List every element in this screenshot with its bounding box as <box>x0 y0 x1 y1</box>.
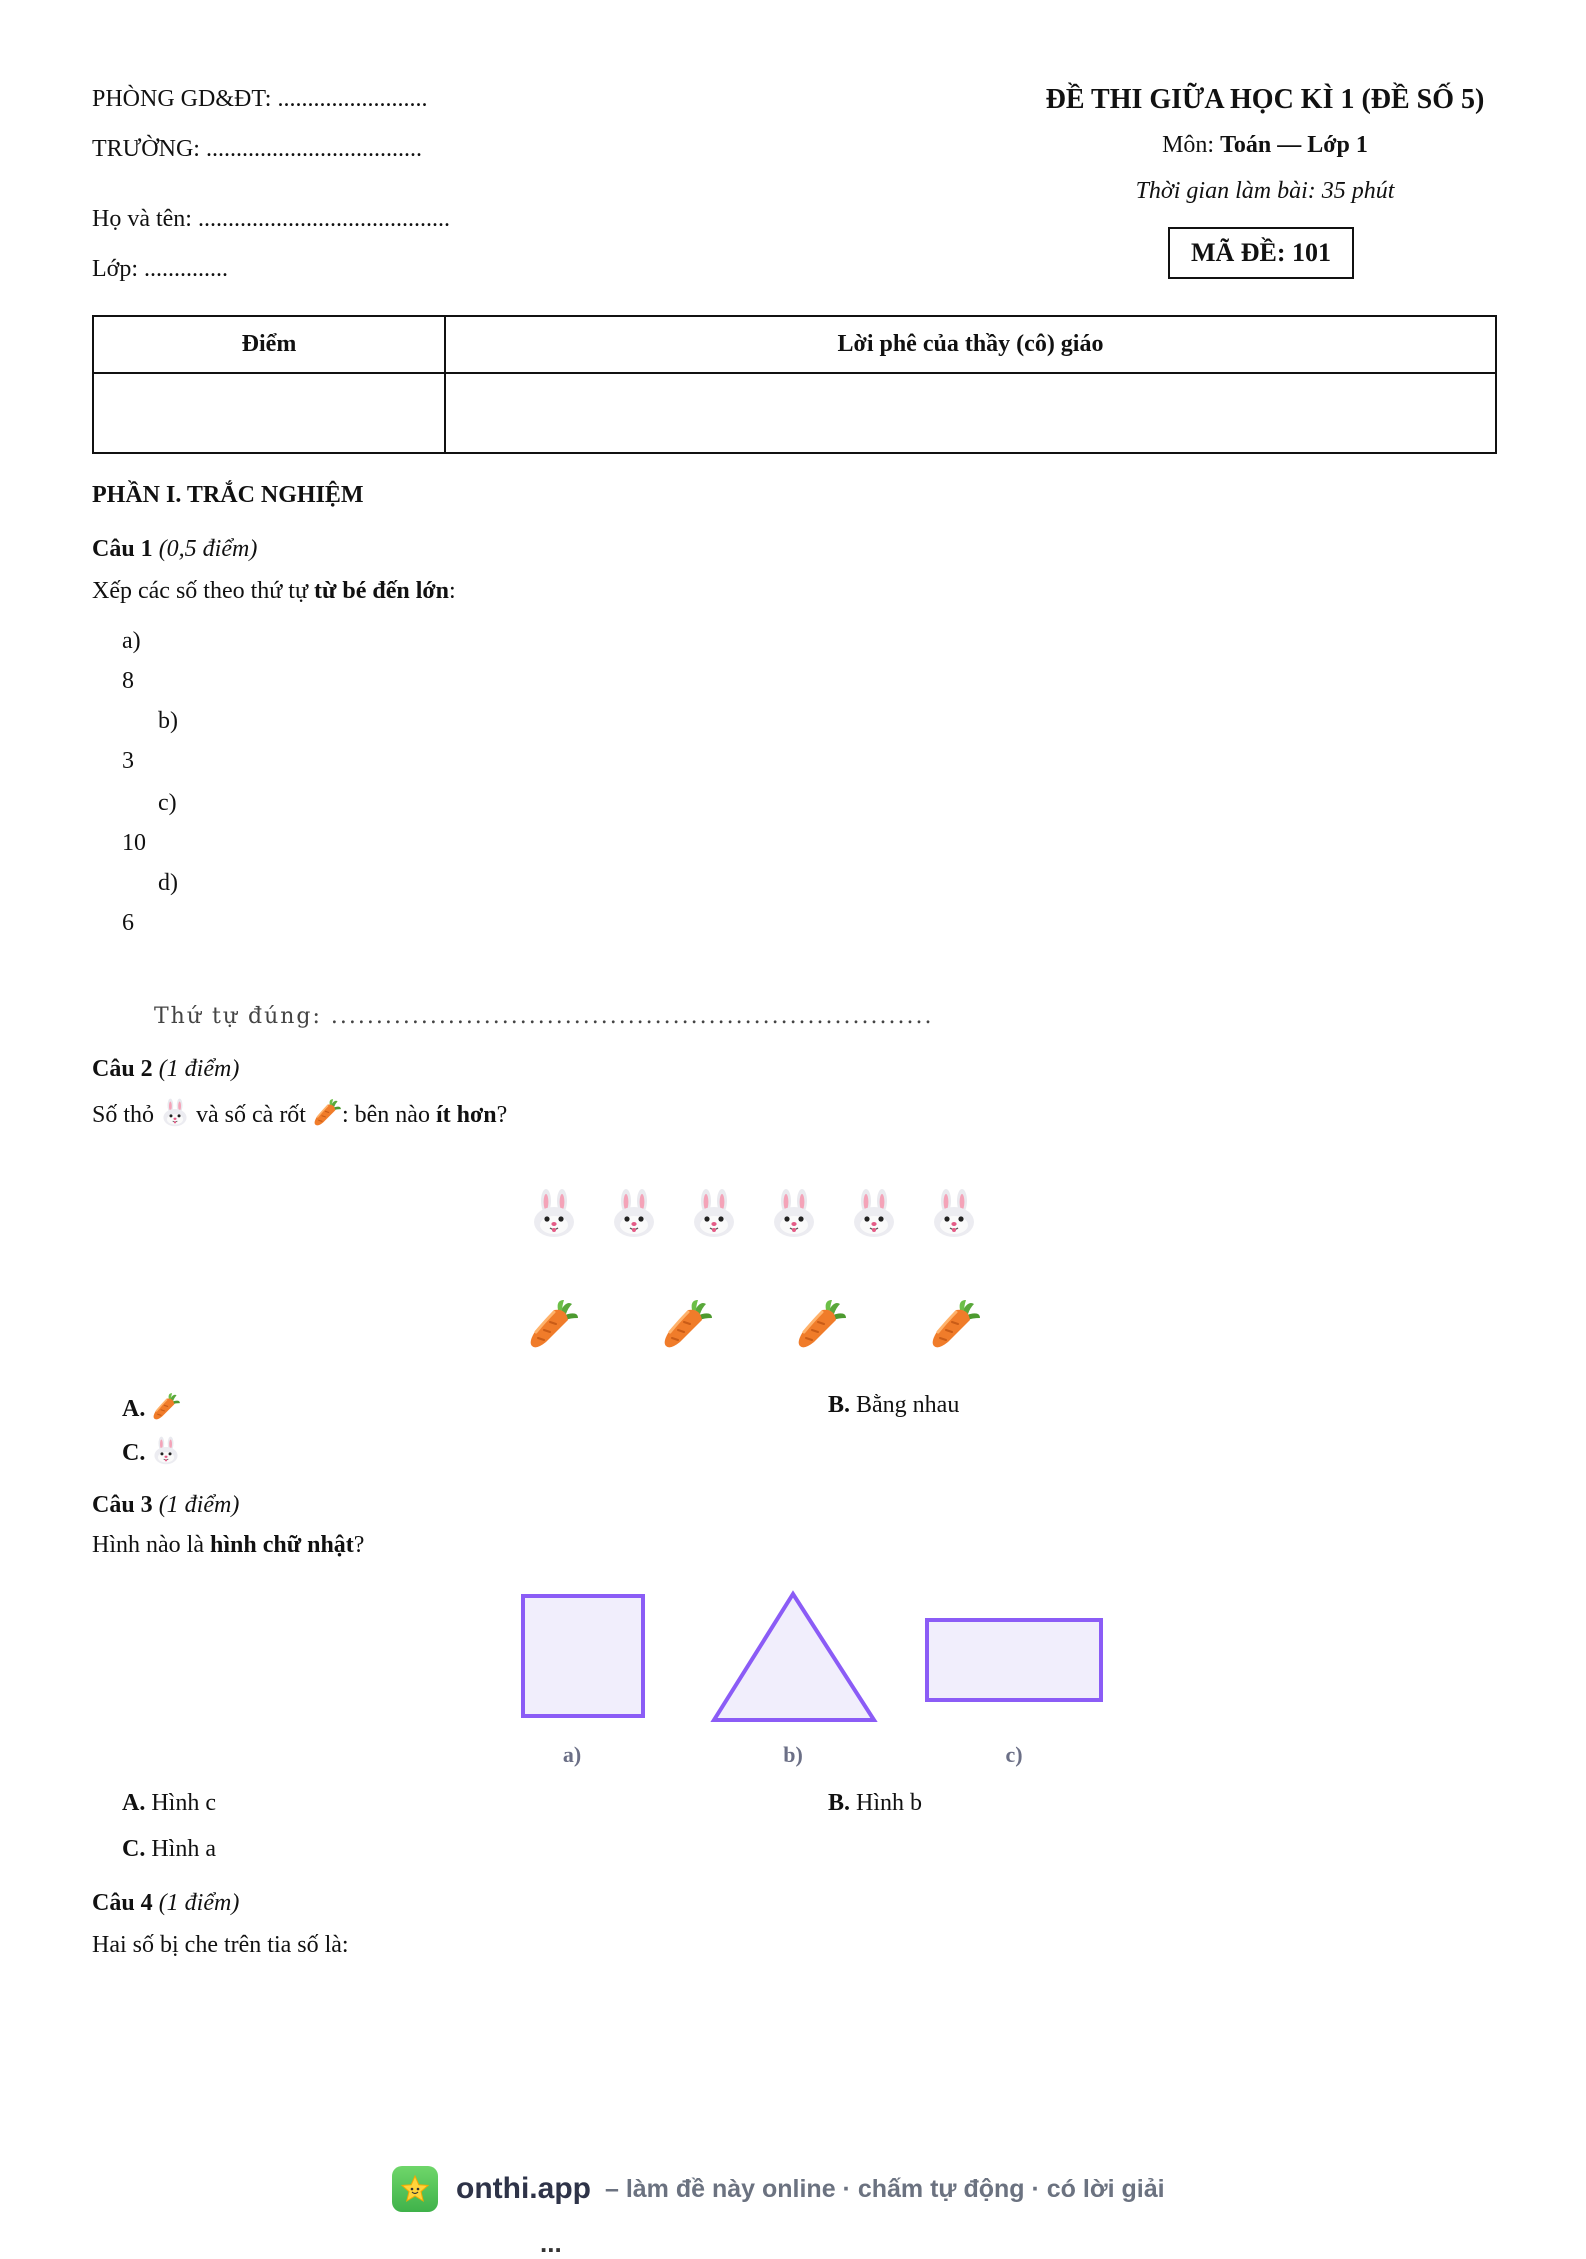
carrot-icon <box>794 1298 848 1352</box>
q3-prompt-emphasis: hình chữ nhật <box>209 1532 354 1558</box>
rabbit-icon <box>768 1188 820 1240</box>
q4-prompt: Hai số bị che trên tia số là: <box>92 1932 349 1958</box>
q2-option-b[interactable] <box>828 1392 959 1419</box>
q3-option-a[interactable] <box>122 1790 216 1817</box>
q2-prompt-text: Số thỏ <box>92 1102 155 1128</box>
carrot-icon <box>151 1392 181 1422</box>
q3-prompt <box>92 1532 364 1559</box>
subject-value: Toán — Lớp 1 <box>1220 132 1368 158</box>
option-letter: C. <box>122 1440 146 1466</box>
section-title: PHẦN I. TRẮC NGHIỆM <box>92 482 364 508</box>
q2-prompt <box>92 1098 507 1129</box>
q1-item-letter: a) <box>122 628 141 654</box>
dept-label: PHÒNG GD&ĐT: ......................... <box>92 86 428 112</box>
option-text: Hình b <box>856 1790 923 1816</box>
q1-prompt-end: : <box>449 578 456 604</box>
q1-item-letter: c) <box>158 790 177 816</box>
q1-prompt <box>92 578 456 605</box>
q2-prompt-after: : bên nào <box>341 1102 436 1128</box>
carrot-icon <box>660 1298 714 1352</box>
q1-answer-line[interactable]: Thứ tự đúng: ................................................................... <box>154 1004 934 1029</box>
rabbit-icon <box>160 1098 190 1128</box>
score-cell[interactable] <box>93 373 445 453</box>
school-label: TRƯỜNG: .................................... <box>92 136 422 162</box>
rabbit-icon <box>151 1436 181 1466</box>
q1-points: (0,5 điểm) <box>158 536 258 562</box>
option-letter: B. <box>828 1790 851 1816</box>
carrot-icon <box>928 1298 982 1352</box>
option-letter: C. <box>122 1836 146 1862</box>
carrot-icon <box>526 1298 580 1352</box>
subject-prefix: Môn: <box>1162 132 1221 158</box>
q1-heading <box>92 536 257 563</box>
score-table <box>92 315 1497 454</box>
q2-option-c[interactable] <box>122 1436 181 1467</box>
comment-cell[interactable] <box>445 373 1496 453</box>
q3-heading <box>92 1492 239 1519</box>
q4-heading <box>92 1890 239 1917</box>
shape-label-c: c) <box>1005 1742 1023 1767</box>
option-text: Hình c <box>151 1790 216 1816</box>
q3-label: Câu 3 <box>92 1492 153 1518</box>
q1-item-value: 10 <box>122 830 146 856</box>
option-text: Hình a <box>151 1836 216 1862</box>
subject-line <box>1010 132 1520 159</box>
q2-points: (1 điểm) <box>158 1056 240 1082</box>
q4-label: Câu 4 <box>92 1890 153 1916</box>
q2-prompt-emphasis: ít hơn <box>435 1102 497 1128</box>
q3-shapes <box>500 1580 1120 1730</box>
q3-prompt-end: ? <box>353 1532 365 1558</box>
option-letter: A. <box>122 1790 146 1816</box>
footer-partial-line: ... <box>540 2228 562 2258</box>
shape-label-a: a) <box>562 1742 582 1767</box>
q2-prompt-mid: và số cà rốt <box>196 1102 306 1128</box>
onthi-logo <box>392 2166 438 2212</box>
time-limit: Thời gian làm bài: 35 phút <box>1135 178 1395 204</box>
rabbit-icon <box>688 1188 740 1240</box>
q1-item-value: 8 <box>122 668 134 694</box>
rabbit-icon <box>848 1188 900 1240</box>
rabbit-icon <box>528 1188 580 1240</box>
q1-item-value: 6 <box>122 910 134 936</box>
exam-title: ĐỀ THI GIỮA HỌC KÌ 1 (ĐỀ SỐ 5) <box>1045 84 1485 115</box>
q3-prompt-text: Hình nào là <box>92 1532 210 1558</box>
score-header: Điểm <box>93 316 445 373</box>
q1-prompt-emphasis: từ bé đến lớn <box>313 578 449 604</box>
q1-prompt-text: Xếp các số theo thứ tự <box>92 578 314 604</box>
class-label: Lớp: .............. <box>92 256 229 282</box>
q1-item-letter: b) <box>158 708 178 734</box>
brand-name[interactable]: onthi.app <box>456 2172 591 2205</box>
star-icon <box>400 2174 430 2204</box>
q3-option-c[interactable] <box>122 1836 216 1863</box>
q2-heading <box>92 1056 239 1083</box>
q2-label: Câu 2 <box>92 1056 153 1082</box>
option-text: Bằng nhau <box>856 1392 960 1418</box>
q1-item-letter: d) <box>158 870 178 896</box>
option-letter: A. <box>122 1396 146 1422</box>
comment-header: Lời phê của thầy (cô) giáo <box>445 316 1496 373</box>
rectangle-shape <box>927 1620 1101 1700</box>
shape-label-b: b) <box>783 1742 803 1767</box>
q1-item-value: 3 <box>122 748 134 774</box>
student-name-label: Họ và tên: .......................................... <box>92 206 450 232</box>
q4-points: (1 điểm) <box>158 1890 240 1916</box>
q2-prompt-end: ? <box>496 1102 508 1128</box>
carrot-icon <box>312 1098 342 1128</box>
q1-label: Câu 1 <box>92 536 153 562</box>
q3-option-b[interactable] <box>828 1790 922 1817</box>
rabbit-icon <box>608 1188 660 1240</box>
q2-option-a[interactable] <box>122 1392 181 1423</box>
exam-code-box: MÃ ĐỀ: 101 <box>1168 227 1354 279</box>
rabbit-icon <box>928 1188 980 1240</box>
footer-banner[interactable] <box>392 2164 1165 2214</box>
triangle-shape <box>714 1594 874 1720</box>
q3-points: (1 điểm) <box>158 1492 240 1518</box>
square-shape <box>523 1596 643 1716</box>
option-letter: B. <box>828 1392 851 1418</box>
brand-tagline: – làm đề này online · chấm tự động · có lời giải <box>604 2174 1165 2203</box>
